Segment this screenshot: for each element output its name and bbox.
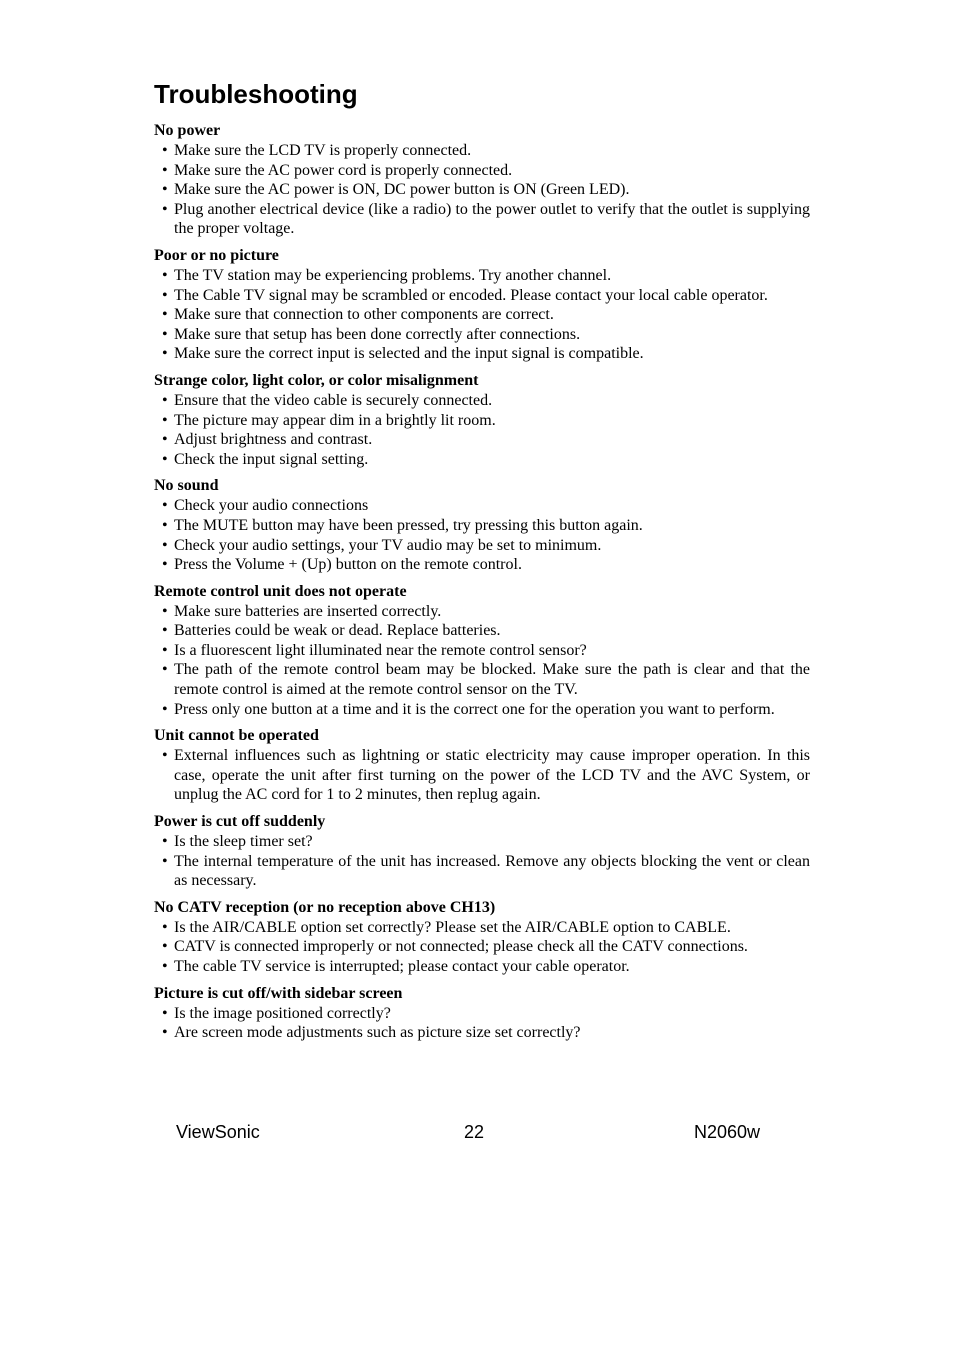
footer-brand: ViewSonic	[176, 1122, 260, 1142]
list-item: • Check your audio settings, your TV audio may be set to minimum.	[154, 536, 810, 556]
page-footer	[0, 1122, 954, 1146]
list-item: • Make sure that setup has been done correctly after connections.	[154, 325, 810, 345]
section	[154, 476, 810, 574]
list-item: • Press only one button at a time and it is the correct one for the operation you want to perform.	[154, 700, 810, 720]
bullet-list	[154, 391, 810, 469]
list-item: • The cable TV service is interrupted; please contact your cable operator.	[154, 957, 810, 977]
list-item: • Adjust brightness and contrast.	[154, 430, 810, 450]
bullet-list	[154, 1004, 810, 1043]
bullet-list	[154, 602, 810, 720]
section-heading: No CATV reception (or no reception above CH13)	[154, 898, 496, 916]
bullet-list	[154, 746, 810, 805]
section	[154, 582, 810, 720]
list-item: • The path of the remote control beam may be blocked. Make sure the path is clear and that the remote control is aimed at the remote control sensor on the TV.	[154, 660, 810, 699]
footer-page-number: 22	[464, 1122, 485, 1142]
section-heading: Unit cannot be operated	[154, 727, 319, 745]
list-item: • The picture may appear dim in a brightly lit room.	[154, 411, 810, 431]
list-item: • Make sure the AC power is ON, DC power button is ON (Green LED).	[154, 180, 810, 200]
list-item: • Make sure the correct input is selected and the input signal is compatible.	[154, 344, 810, 364]
list-item: • Is a fluorescent light illuminated near the remote control sensor?	[154, 641, 810, 661]
section-heading: No power	[154, 122, 221, 139]
section-heading: Picture is cut off/with sidebar screen	[154, 984, 403, 1002]
list-item: • Are screen mode adjustments such as picture size set correctly?	[154, 1023, 810, 1043]
list-item: • The MUTE button may have been pressed, try pressing this button again.	[154, 516, 810, 536]
list-item: • The TV station may be experiencing problems. Try another channel.	[154, 266, 810, 286]
section	[154, 371, 810, 469]
bullet-list	[154, 918, 810, 977]
page-title: Troubleshooting	[154, 79, 358, 109]
bullet-list	[154, 832, 810, 891]
section	[154, 246, 810, 364]
section	[154, 726, 810, 805]
list-item: • The Cable TV signal may be scrambled or encoded. Please contact your local cable operator.	[154, 286, 810, 306]
section	[154, 984, 810, 1043]
list-item: • Is the image positioned correctly?	[154, 1004, 810, 1024]
list-item: • Batteries could be weak or dead. Replace batteries.	[154, 621, 810, 641]
section-heading: Strange color, light color, or color misalignment	[154, 371, 479, 389]
section-heading: Power is cut off suddenly	[154, 813, 326, 831]
list-item: • CATV is connected improperly or not connected; please check all the CATV connections.	[154, 937, 810, 957]
bullet-list	[154, 266, 810, 364]
list-item: • Check the input signal setting.	[154, 450, 810, 470]
list-item: • External influences such as lightning or static electricity may cause improper operation. In this case, operate the unit after first turning on the power of the LCD TV and the AVC System, or unplug the AC cord for 1 to 2 minutes, then replug again.	[154, 746, 810, 805]
bullet-list	[154, 141, 810, 239]
bullet-list	[154, 496, 810, 574]
section-heading: Remote control unit does not operate	[154, 582, 407, 600]
list-item: • Make sure the LCD TV is properly connected.	[154, 141, 810, 161]
list-item: • Ensure that the video cable is securely connected.	[154, 391, 810, 411]
list-item: • The internal temperature of the unit has increased. Remove any objects blocking the vent or clean as necessary.	[154, 852, 810, 891]
footer-model: N2060w	[694, 1122, 761, 1142]
section	[154, 812, 810, 891]
troubleshooting-sections	[154, 121, 810, 1043]
section	[154, 121, 810, 239]
list-item: • Make sure that connection to other components are correct.	[154, 305, 810, 325]
list-item: • Plug another electrical device (like a radio) to the power outlet to verify that the outlet is supplying the proper voltage.	[154, 200, 810, 239]
section	[154, 898, 810, 977]
list-item: • Check your audio connections	[154, 496, 810, 516]
list-item: • Is the AIR/CABLE option set correctly? Please set the AIR/CABLE option to CABLE.	[154, 918, 810, 938]
document-page	[154, 78, 810, 1050]
list-item: • Press the Volume + (Up) button on the remote control.	[154, 555, 810, 575]
list-item: • Make sure the AC power cord is properly connected.	[154, 161, 810, 181]
section-heading: Poor or no picture	[154, 246, 279, 264]
section-heading: No sound	[154, 477, 219, 495]
list-item: • Is the sleep timer set?	[154, 832, 810, 852]
list-item: • Make sure batteries are inserted correctly.	[154, 602, 810, 622]
